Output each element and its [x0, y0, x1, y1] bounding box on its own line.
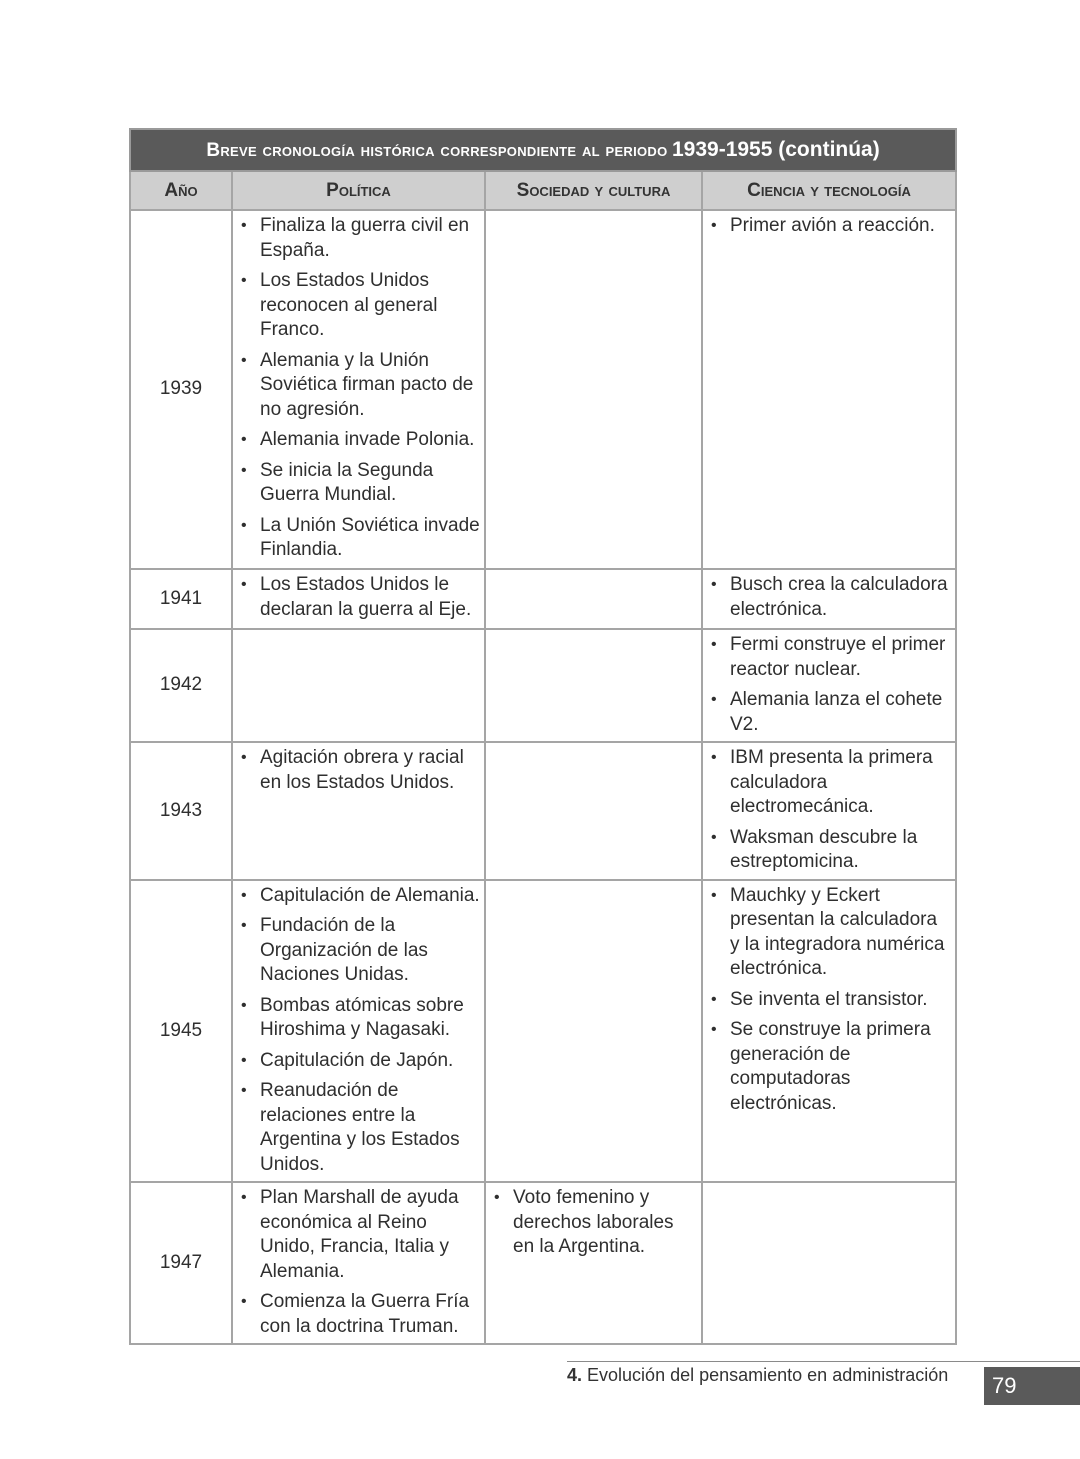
table-row [130, 210, 956, 569]
chronology-table [129, 128, 957, 1345]
list-item: • Agitación obrera y racial en los Estados Unidos. [260, 746, 480, 795]
list-item: • Los Estados Unidos le declaran la guerra al Eje. [260, 573, 480, 622]
column-header-year: Año [130, 171, 232, 210]
society-culture-cell [485, 880, 702, 1183]
column-header-politics: Política [232, 171, 485, 210]
list-item: • Alemania invade Polonia. [260, 428, 480, 453]
politics-cell [232, 210, 485, 569]
politics-list [233, 743, 484, 799]
year-cell: 1942 [130, 629, 232, 742]
list-item: • Capitulación de Japón. [260, 1049, 480, 1074]
list-item: • Finaliza la guerra civil en España. [260, 214, 480, 263]
politics-list [233, 881, 484, 1182]
table-row [130, 880, 956, 1183]
list-item: • Capitulación de Alemania. [260, 884, 480, 909]
science-technology-cell [702, 629, 956, 742]
list-item: • Busch crea la calculadora electrónica. [730, 573, 951, 622]
science-technology-list [703, 211, 955, 243]
science-technology-cell [702, 569, 956, 629]
society-culture-cell [485, 1182, 702, 1344]
list-item: • Voto femenino y derechos laborales en la Argentina. [513, 1186, 697, 1260]
list-item: • Se inicia la Segunda Guerra Mundial. [260, 459, 480, 508]
list-item: • Fermi construye el primer reactor nuclear. [730, 633, 951, 682]
society-culture-cell [485, 629, 702, 742]
table-title-prefix: Breve cronología histórica correspondiente al periodo [206, 140, 668, 161]
society-culture-cell [485, 210, 702, 569]
politics-cell [232, 880, 485, 1183]
table-body [130, 210, 956, 1344]
science-technology-cell [702, 1182, 956, 1344]
science-technology-list [703, 881, 955, 1121]
science-technology-list [703, 630, 955, 741]
year-cell: 1941 [130, 569, 232, 629]
politics-cell [232, 1182, 485, 1344]
chronology-table-wrapper [129, 128, 955, 1345]
list-item: • Se construye la primera generación de computadoras electrónicas. [730, 1018, 951, 1116]
year-cell: 1947 [130, 1182, 232, 1344]
year-cell: 1945 [130, 880, 232, 1183]
footer-chapter-number: 4. [567, 1365, 583, 1385]
table-row [130, 1182, 956, 1344]
year-cell: 1943 [130, 742, 232, 880]
column-header-society-culture: Sociedad y cultura [485, 171, 702, 210]
society-culture-cell [485, 742, 702, 880]
politics-cell [232, 742, 485, 880]
list-item: • Mauchky y Eckert presentan la calculadora y la integradora numérica electrónica. [730, 884, 951, 982]
footer-rule [567, 1361, 1080, 1362]
list-item: • IBM presenta la primera calculadora electromecánica. [730, 746, 951, 820]
list-item: • Alemania y la Unión Soviética firman pacto de no agresión. [260, 349, 480, 423]
list-item: • La Unión Soviética invade Finlandia. [260, 514, 480, 563]
science-technology-list [703, 743, 955, 879]
politics-list [233, 1183, 484, 1343]
table-row [130, 742, 956, 880]
footer-chapter [567, 1365, 948, 1386]
column-header-science-technology: Ciencia y tecnología [702, 171, 956, 210]
science-technology-cell [702, 742, 956, 880]
list-item: • Waksman descubre la estreptomicina. [730, 826, 951, 875]
list-item: • Comienza la Guerra Fría con la doctrina Truman. [260, 1290, 480, 1339]
table-row [130, 569, 956, 629]
politics-cell [232, 569, 485, 629]
list-item: • Plan Marshall de ayuda económica al Reino Unido, Francia, Italia y Alemania. [260, 1186, 480, 1284]
list-item: • Bombas atómicas sobre Hiroshima y Nagasaki. [260, 994, 480, 1043]
society-culture-cell [485, 569, 702, 629]
footer-chapter-title: Evolución del pensamiento en administración [587, 1365, 949, 1385]
table-title-range: 1939-1955 (continúa) [671, 138, 880, 161]
list-item: • Alemania lanza el cohete V2. [730, 688, 951, 737]
table-row [130, 629, 956, 742]
politics-cell [232, 629, 485, 742]
science-technology-list [703, 570, 955, 626]
list-item: • Los Estados Unidos reconocen al general Franco. [260, 269, 480, 343]
science-technology-cell [702, 880, 956, 1183]
list-item: • Primer avión a reacción. [730, 214, 951, 239]
society-culture-list [486, 1183, 701, 1264]
table-title [130, 129, 956, 171]
science-technology-cell [702, 210, 956, 569]
year-cell: 1939 [130, 210, 232, 569]
list-item: • Reanudación de relaciones entre la Argentina y los Estados Unidos. [260, 1079, 480, 1177]
page-number: 79 [984, 1367, 1080, 1405]
list-item: • Se inventa el transistor. [730, 988, 951, 1013]
list-item: • Fundación de la Organización de las Naciones Unidas. [260, 914, 480, 988]
politics-list [233, 211, 484, 567]
politics-list [233, 570, 484, 626]
